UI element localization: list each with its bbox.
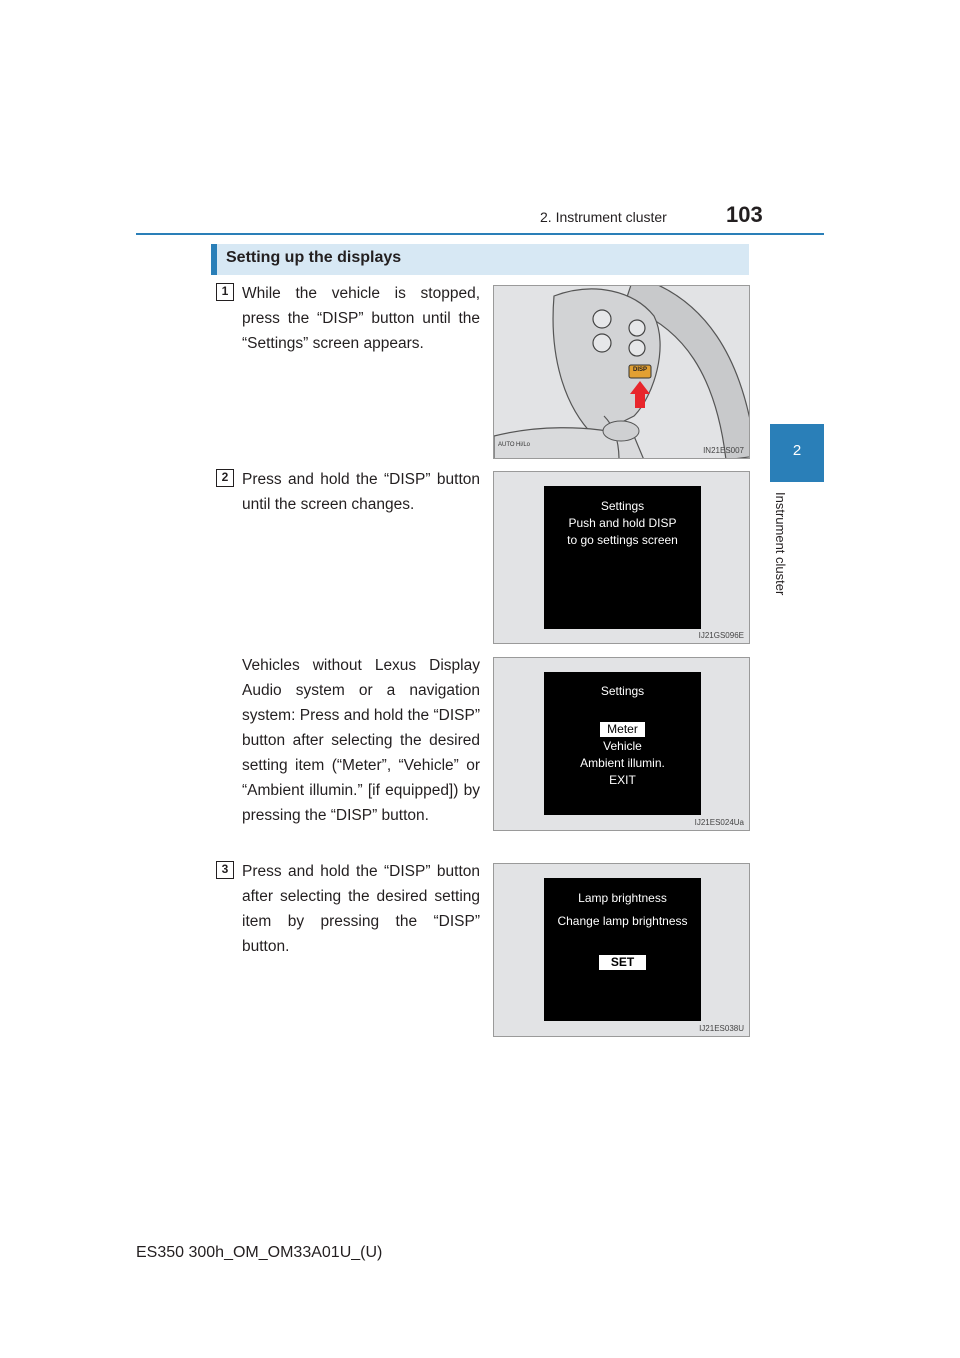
disp-button-label: DISP — [633, 367, 648, 373]
page-number: 103 — [726, 202, 763, 227]
screen-line: Settings — [600, 499, 645, 513]
screen-title: Lamp brightness — [578, 891, 667, 905]
header-section-title: 2. Instrument cluster — [540, 209, 667, 225]
header-rule — [136, 233, 824, 235]
screen-line: to go settings screen — [567, 533, 678, 547]
figure-code: IJ21ES038U — [699, 1024, 744, 1033]
step-3-text: Press and hold the “DISP” button after selecting the desired setting item by pressing the “DISP” button. — [242, 863, 480, 955]
display-screen — [544, 486, 701, 629]
figure-steering-wheel — [493, 285, 750, 459]
figure-code: IN21ES007 — [703, 446, 744, 455]
footer-doc-code: ES350 300h_OM_OM33A01U_(U) — [136, 1244, 383, 1261]
display-screen — [544, 878, 701, 1021]
display-screen — [544, 672, 701, 815]
figure-settings-prompt — [493, 471, 750, 644]
chapter-tab-label: Instrument cluster — [773, 492, 788, 596]
step-2-number: 2 — [216, 469, 234, 487]
menu-item-exit: EXIT — [609, 773, 636, 787]
section-heading — [211, 244, 749, 275]
screen-title: Settings — [600, 684, 645, 698]
chapter-tab-label-box — [770, 492, 790, 612]
step-1-text: While the vehicle is stopped, press the “DISP” button until the “Settings” screen appears. — [242, 285, 480, 352]
screen-line: Push and hold DISP — [568, 516, 677, 530]
figure-settings-menu — [493, 657, 750, 831]
chapter-tab-number: 2 — [792, 442, 802, 459]
section-heading-text: Setting up the displays — [226, 249, 402, 266]
menu-item-meter-selected: Meter — [600, 722, 645, 737]
lever-label-hilo: Hi/Lo — [516, 442, 531, 448]
menu-item-ambient-illumin: Ambient illumin. — [580, 756, 665, 770]
step-2-note: Vehicles without Lexus Display Audio system or a navigation system: Press and hold the “DISP” button after selecting the desired setting item (“Meter”, “Vehicle” or “Ambient illumin.” [if equipped]) by pressing the “DISP” button. — [242, 657, 480, 824]
menu-item-vehicle: Vehicle — [603, 739, 642, 753]
step-2-text: Press and hold the “DISP” button until the screen changes. — [242, 471, 480, 513]
set-button: SET — [599, 955, 646, 970]
screen-subtitle: Change lamp brightness — [557, 914, 688, 928]
figure-code: IJ21GS096E — [698, 631, 744, 640]
chapter-tab — [770, 424, 824, 482]
step-3-number: 3 — [216, 861, 234, 879]
figure-code: IJ21ES024Ua — [694, 818, 744, 827]
lever-label-auto: AUTO — [498, 442, 515, 448]
figure-lamp-brightness — [493, 863, 750, 1037]
steering-wheel-illustration — [494, 286, 750, 459]
step-1-number: 1 — [216, 283, 234, 301]
